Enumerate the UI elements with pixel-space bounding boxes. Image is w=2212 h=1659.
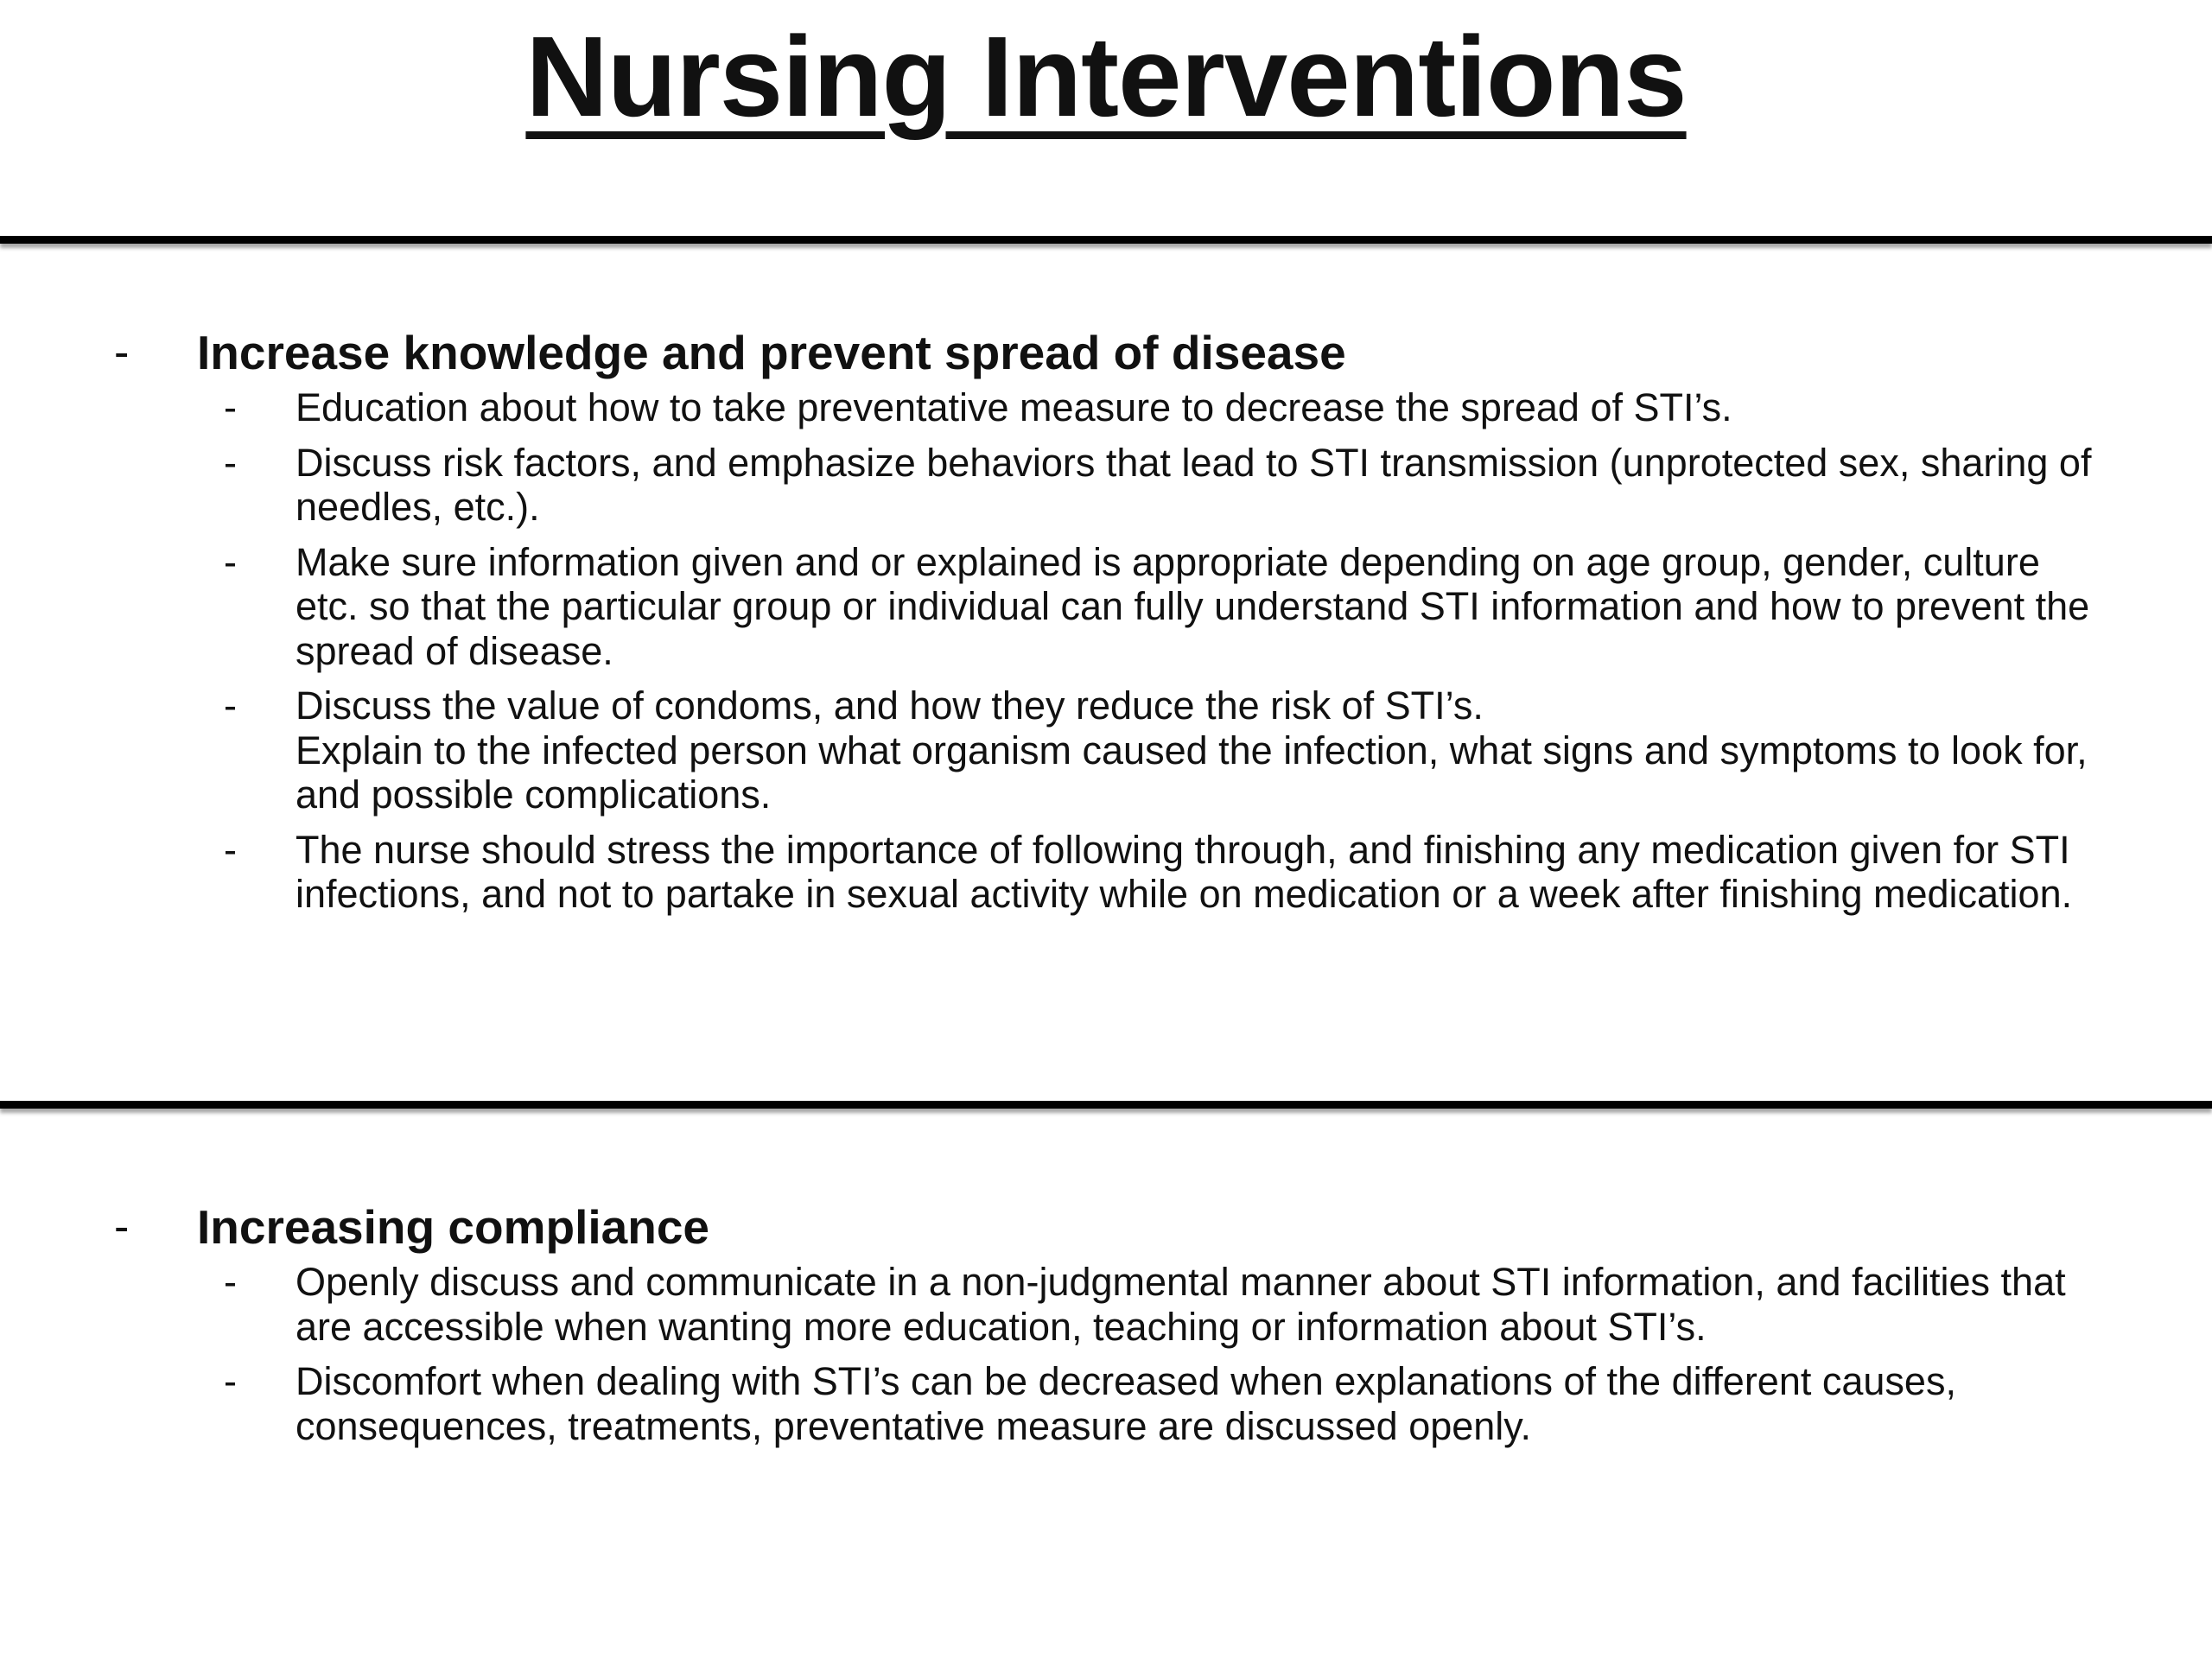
item-text: Discuss risk factors, and emphasize behaviors that lead to STI transmission (unprotected sex, sharing of needles, etc.). xyxy=(296,440,2092,529)
list-item xyxy=(0,540,2093,674)
middle-divider xyxy=(0,1101,2212,1109)
list-item xyxy=(0,1359,2093,1448)
heading-bullet: - xyxy=(114,1202,130,1252)
item-bullet: - xyxy=(224,539,237,584)
list-item xyxy=(0,683,2093,817)
item-text: Discuss the value of condoms, and how they reduce the risk of STI’s. xyxy=(296,683,1484,728)
list-item xyxy=(0,1260,2093,1349)
bullet-list xyxy=(0,385,2212,917)
item-bullet: - xyxy=(224,827,237,872)
list-item xyxy=(0,441,2093,530)
list-item xyxy=(0,385,2093,430)
item-bullet: - xyxy=(224,1359,237,1403)
item-bullet: - xyxy=(224,1260,237,1304)
section-increase-knowledge xyxy=(0,320,2212,917)
item-text: Make sure information given and or explained is appropriate depending on age group, gender, culture etc. so that the particular group or individual can fully understand STI information and how to prevent the spread of disease. xyxy=(296,539,2090,673)
section-heading xyxy=(0,320,2212,385)
item-bullet: - xyxy=(224,683,237,728)
item-text: Discomfort when dealing with STI’s can be decreased when explanations of the different causes, consequences, treatments, preventative measure are discussed openly. xyxy=(296,1359,1956,1448)
item-text: The nurse should stress the importance of following through, and finishing any medication given for STI infections, and not to partake in sexual activity while on medication or a week after finishing medication. xyxy=(296,827,2073,916)
top-divider xyxy=(0,236,2212,244)
section-heading xyxy=(0,1194,2212,1260)
item-bullet: - xyxy=(224,440,237,485)
bullet-list xyxy=(0,1260,2212,1448)
item-continuation-text: Explain to the infected person what organism caused the infection, what signs and symptoms to look for, and possible complications. xyxy=(296,728,2088,817)
slide-title xyxy=(0,12,2212,142)
item-bullet: - xyxy=(224,385,237,429)
heading-text: Increasing compliance xyxy=(197,1200,709,1254)
slide-title-text: Nursing Interventions xyxy=(525,13,1687,140)
section-increasing-compliance xyxy=(0,1194,2212,1448)
heading-bullet: - xyxy=(114,327,130,378)
item-text: Education about how to take preventative measure to decrease the spread of STI’s. xyxy=(296,385,1732,429)
list-item xyxy=(0,828,2093,917)
item-text: Openly discuss and communicate in a non-judgmental manner about STI information, and facilities that are accessible when wanting more education, teaching or information about STI’s. xyxy=(296,1260,2066,1349)
heading-text: Increase knowledge and prevent spread of disease xyxy=(197,326,1346,379)
